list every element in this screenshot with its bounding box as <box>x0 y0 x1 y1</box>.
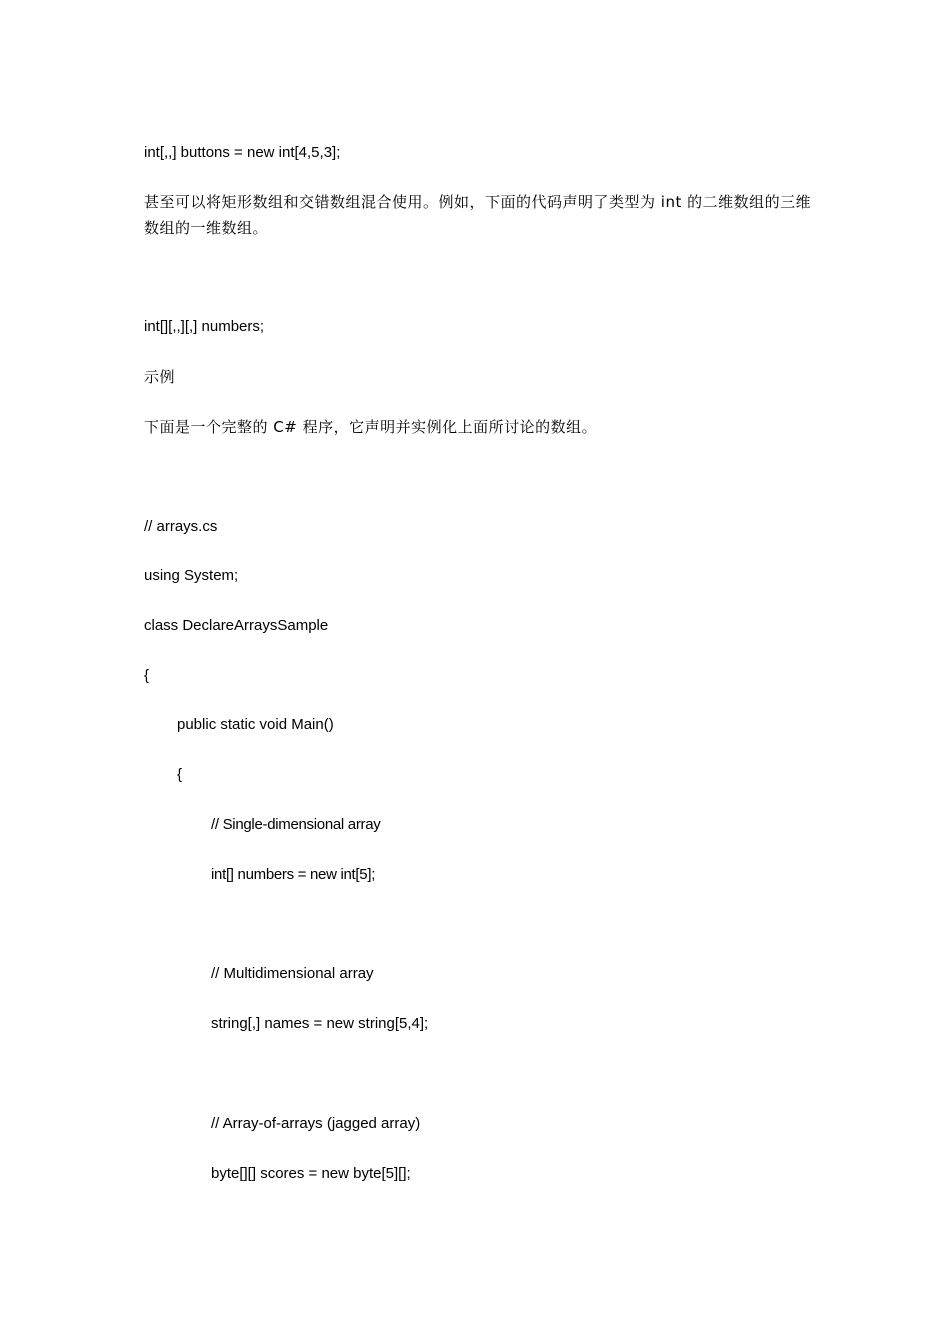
code-line-using: using System; <box>144 567 239 584</box>
section-heading-example: 示例 <box>144 368 176 386</box>
code-line-byte-array: byte[][] scores = new byte[5][]; <box>211 1165 411 1182</box>
code-brace-open-main: { <box>177 766 183 783</box>
code-brace-open: { <box>144 667 150 684</box>
paragraph-example-intro: 下面是一个完整的 C# 程序，它声明并实例化上面所讨论的数组。 <box>144 418 598 436</box>
code-comment-single: // Single-dimensional array <box>211 816 381 833</box>
code-comment-filename: // arrays.cs <box>144 518 218 535</box>
code-line-main: public static void Main() <box>177 716 334 733</box>
code-line-numbers-declaration: int[][,,][,] numbers; <box>144 318 265 335</box>
code-line-string-array: string[,] names = new string[5,4]; <box>211 1015 429 1032</box>
code-comment-jagged: // Array-of-arrays (jagged array) <box>211 1115 421 1132</box>
code-line-buttons-declaration: int[,,] buttons = new int[4,5,3]; <box>144 144 341 161</box>
paragraph-mixed-arrays: 甚至可以将矩形数组和交错数组混合使用。例如，下面的代码声明了类型为 int 的二维数组的三维数组的一维数组。 <box>144 193 812 237</box>
code-comment-multi: // Multidimensional array <box>211 965 374 982</box>
code-line-class: class DeclareArraysSample <box>144 617 329 634</box>
code-line-int-array: int[] numbers = new int[5]; <box>211 866 376 883</box>
